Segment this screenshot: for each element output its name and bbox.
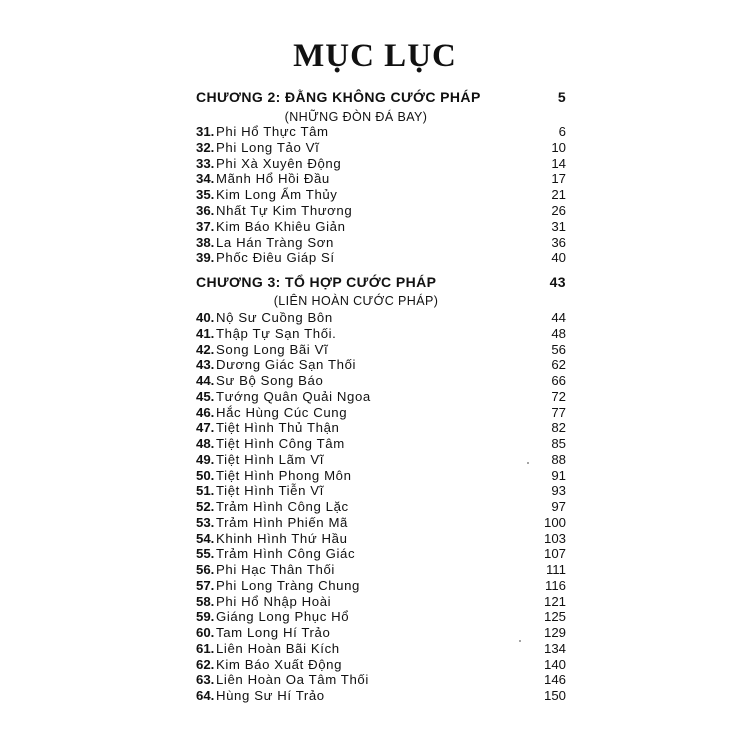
toc-entry (196, 389, 566, 405)
entry-title: Liên Hoàn Oa Tâm Thối (216, 672, 369, 688)
entry-number: 63. (196, 672, 215, 688)
entry-title: Tam Long Hí Trảo (216, 625, 331, 640)
toc-entry (196, 657, 566, 673)
entry-number: 44. (196, 373, 215, 388)
toc-entry (196, 326, 566, 342)
toc-entry (196, 436, 566, 452)
page-number: 88 (551, 451, 566, 467)
page-number: 66 (551, 373, 566, 388)
page-number: 44 (551, 310, 566, 325)
page-number: 26 (551, 203, 566, 218)
toc-entry (196, 609, 566, 625)
entry-number: 32. (196, 139, 215, 155)
toc-entry (196, 562, 566, 578)
toc-entry (196, 546, 566, 562)
page-number: 121 (543, 593, 566, 609)
page-number: 129 (543, 625, 566, 640)
entry-number: 59. (196, 609, 215, 625)
entry-number: 56. (196, 562, 215, 577)
page-number: 103 (543, 530, 566, 546)
entry-number: 31. (196, 124, 215, 139)
entry-number: 35. (196, 187, 215, 203)
chapter-title: CHƯƠNG 2: ĐẰNG KHÔNG CƯỚC PHÁP (196, 89, 481, 105)
print-speck (519, 640, 521, 642)
page-number: 36 (551, 234, 566, 250)
entry-title: Nộ Sư Cuồng Bôn (216, 310, 333, 325)
entry-title: Hắc Hùng Cúc Cung (216, 404, 348, 420)
entry-number: 33. (196, 155, 215, 171)
entry-title: Liên Hoàn Bãi Kích (216, 640, 340, 656)
entry-number: 60. (196, 625, 215, 640)
page-number: 17 (551, 171, 566, 187)
entry-title: Phi Hổ Nhập Hoài (216, 593, 332, 609)
entry-title: Dương Giác Sạn Thối (216, 357, 357, 373)
toc-entry (196, 219, 566, 235)
entry-title: Khinh Hình Thứ Hầu (216, 530, 348, 546)
entry-number: 42. (196, 341, 215, 357)
toc-entry (196, 140, 566, 156)
entry-title: Nhất Tự Kim Thương (216, 203, 353, 218)
page-number: 82 (551, 420, 566, 436)
entry-title: Trảm Hình Công Lặc (216, 499, 349, 514)
entry-title: Kim Báo Xuất Động (216, 656, 343, 672)
page-number: 62 (551, 357, 566, 373)
page-number: 77 (551, 404, 566, 420)
page-number: 48 (551, 325, 566, 341)
page-number: 91 (551, 467, 566, 483)
chapter-heading (196, 89, 566, 105)
page-number: 100 (543, 514, 566, 530)
entry-title: Giáng Long Phục Hổ (216, 609, 350, 625)
toc-entry (196, 342, 566, 358)
entry-title: Kim Long Ẩm Thủy (216, 187, 338, 203)
toc-entry (196, 499, 566, 515)
toc-entry (196, 625, 566, 641)
toc-entry (196, 420, 566, 436)
page-number: 21 (551, 187, 566, 203)
toc-entry (196, 124, 566, 140)
chapter-title: CHƯƠNG 3: TỔ HỢP CƯỚC PHÁP (196, 274, 437, 290)
toc-entry (196, 405, 566, 421)
entry-number: 62. (196, 656, 215, 672)
toc-entry (196, 310, 566, 326)
entry-number: 64. (196, 688, 215, 703)
toc-entry (196, 452, 566, 468)
toc-entry (196, 203, 566, 219)
toc-entry (196, 641, 566, 657)
entry-number: 51. (196, 483, 215, 499)
entry-title: Phi Xà Xuyên Động (216, 155, 342, 171)
entry-number: 52. (196, 499, 215, 514)
entry-number: 58. (196, 593, 215, 609)
entry-title: Trảm Hình Phiến Mã (216, 514, 348, 530)
page-number: 56 (551, 341, 566, 357)
page-number: 10 (551, 139, 566, 155)
entry-number: 57. (196, 577, 215, 593)
entry-title: Phi Hạc Thân Thối (216, 562, 335, 577)
print-speck (527, 462, 529, 464)
entry-number: 49. (196, 451, 215, 467)
entry-title: Phi Hổ Thực Tâm (216, 124, 329, 139)
toc-entry (196, 156, 566, 172)
entry-title: Phi Long Tảo Vĩ (216, 139, 320, 155)
entry-title: Tiệt Hình Thủ Thận (216, 420, 340, 436)
chapter-subtitle: (LIÊN HOÀN CƯỚC PHÁP) (273, 294, 439, 308)
page-number: 134 (543, 640, 566, 656)
toc-entry (196, 688, 566, 704)
page-number: 31 (551, 218, 566, 234)
entry-title: Sư Bộ Song Báo (216, 373, 324, 388)
page-number: 116 (544, 577, 566, 593)
toc-entry (196, 468, 566, 484)
entry-number: 34. (196, 171, 215, 187)
entry-title: Tướng Quân Quải Ngoa (216, 388, 371, 404)
page-number: 97 (551, 499, 566, 514)
entry-title: Mãnh Hổ Hồi Đầu (216, 171, 330, 187)
entry-title: Tiệt Hình Công Tâm (216, 436, 345, 451)
toc-entry (196, 373, 566, 389)
entry-title: Song Long Bãi Vĩ (216, 341, 329, 357)
page-number: 6 (558, 124, 566, 139)
page-number: 93 (551, 483, 566, 499)
page-number: 40 (551, 250, 566, 266)
toc-entry (196, 171, 566, 187)
entry-number: 53. (196, 514, 215, 530)
toc-entry (196, 483, 566, 499)
entry-title: Kim Báo Khiêu Giản (216, 218, 346, 234)
page-number: 5 (557, 89, 566, 105)
entry-title: Tiệt Hình Phong Môn (216, 467, 352, 483)
entry-number: 41. (196, 325, 215, 341)
page-number: 43 (549, 274, 566, 290)
page-number: 85 (551, 436, 566, 451)
entry-title: Thập Tự Sạn Thối. (216, 325, 337, 341)
entry-title: Tiệt Hình Tiễn Vĩ (216, 483, 324, 499)
toc-entry (196, 235, 566, 251)
toc-entry (196, 578, 566, 594)
entry-title: Tiệt Hình Lãm Vĩ (216, 451, 325, 467)
toc-entry (196, 187, 566, 203)
toc-entry (196, 594, 566, 610)
toc-entry (196, 250, 566, 266)
page-number: 111 (545, 562, 566, 577)
page-number: 72 (551, 388, 566, 404)
entry-number: 40. (196, 310, 215, 325)
entry-number: 61. (196, 640, 215, 656)
entry-number: 54. (196, 530, 215, 546)
page-number: 107 (543, 546, 566, 562)
entry-number: 38. (196, 234, 215, 250)
toc-entry (196, 515, 566, 531)
entry-number: 50. (196, 467, 215, 483)
toc-entry (196, 531, 566, 547)
entry-number: 43. (196, 357, 215, 373)
page-number: 146 (543, 672, 566, 688)
entry-title: La Hán Tràng Sơn (216, 234, 334, 250)
entry-number: 36. (196, 203, 215, 218)
entry-number: 55. (196, 546, 215, 562)
entry-number: 48. (196, 436, 215, 451)
entry-title: Phốc Điêu Giáp Sí (216, 250, 335, 266)
chapter-subtitle: (NHỮNG ĐÒN ĐÁ BAY) (284, 110, 428, 124)
page-title: MỤC LỤC (293, 38, 457, 74)
page-number: 140 (543, 656, 566, 672)
page-number: 14 (551, 155, 566, 171)
entry-title: Hùng Sư Hí Trảo (216, 688, 325, 703)
entry-title: Trảm Hình Công Giác (216, 546, 356, 562)
entry-number: 37. (196, 218, 215, 234)
entry-number: 47. (196, 420, 215, 436)
toc-entry (196, 672, 566, 688)
entry-number: 45. (196, 388, 215, 404)
chapter-heading (196, 274, 566, 290)
entry-number: 46. (196, 404, 215, 420)
toc-entry (196, 357, 566, 373)
entry-number: 39. (196, 250, 215, 266)
entry-title: Phi Long Tràng Chung (216, 577, 360, 593)
page-number: 125 (543, 609, 566, 625)
page-number: 150 (543, 688, 566, 703)
